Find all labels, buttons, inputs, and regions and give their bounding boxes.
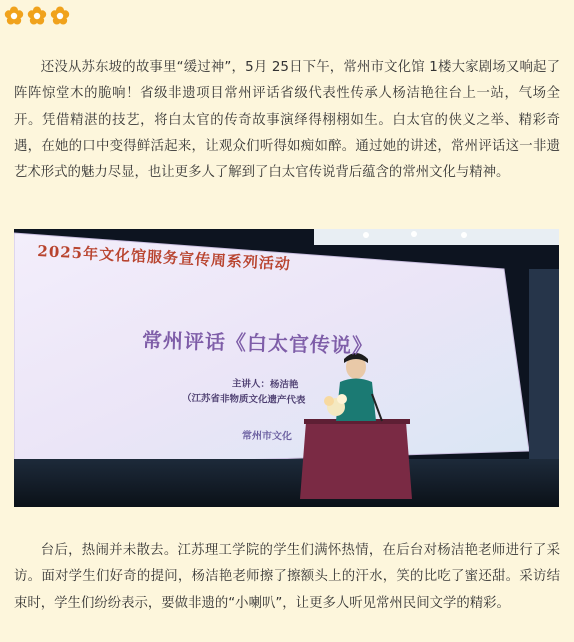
slide-org: （江苏省非物质文化遗产代表	[181, 392, 306, 407]
slide-title: 2025年文化馆服务宣传周系列活动	[36, 241, 292, 274]
flower-icon	[50, 6, 70, 26]
slide-speaker: 主讲人：杨洁艳	[231, 378, 299, 391]
decorative-flower-row	[4, 6, 70, 26]
slide-host: 常州市文化	[241, 430, 293, 443]
event-photo	[14, 229, 559, 507]
article-paragraph-2: 台后，热闹并未散去。江苏理工学院的学生们满怀热情，在后台对杨洁艳老师进行了采访。面对学生们好奇的提问，杨洁艳老师擦了擦额头上的汗水，笑的比吃了蜜还甜。采访结束时，学生们纷纷表示，要做非遗的“小喇叭”，让更多人听见常州民间文学的精彩。	[14, 543, 560, 611]
flower-icon	[4, 6, 24, 26]
flower-icon	[27, 6, 47, 26]
slide-subtitle: 常州评话《白太官传说》	[141, 327, 374, 359]
article-paragraph-1: 还没从苏东坡的故事里“缓过神”，5月 25日下午，常州市文化馆 1楼大家剧场又响起了阵阵惊堂木的脆响！省级非遗项目常州评话省级代表性传承人杨洁艳往台上一站，气场全开。凭借精湛的技艺，将白太官的传奇故事演绎得栩栩如生。白太官的侠义之举、精彩奇遇，在她的口中变得鲜活起来，让观众们听得如痴如醉。通过她的讲述，常州评话这一非遗艺术形式的魅力尽显，也让更多人了解到了白太官传说背后蕴含的常州文化与精神。	[14, 60, 560, 181]
